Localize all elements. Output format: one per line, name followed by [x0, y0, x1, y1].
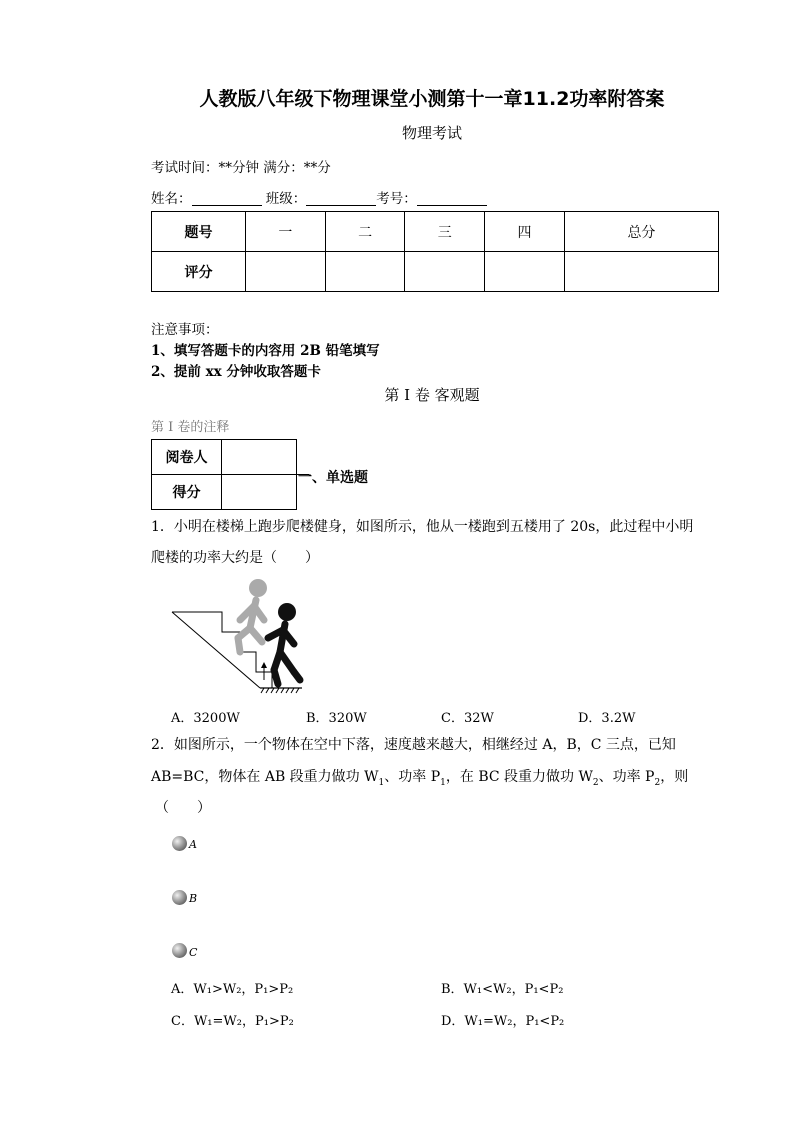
q2-option-b: B．W₁<W₂，P₁<P₂ [441, 982, 564, 997]
score-table [151, 211, 719, 292]
reviewer-cell [222, 440, 297, 475]
score-table-cell: 一 [246, 212, 326, 252]
notes-heading: 注意事项： [151, 322, 219, 338]
q2-option-d: D．W₁=W₂，P₁<P₂ [441, 1014, 565, 1029]
q2-text: 、功率 P [384, 769, 441, 785]
q2-line-3: （ ） [155, 800, 211, 816]
q2-line-1: 2．如图所示，一个物体在空中下落，速度越来越大，相继经过 A，B，C 三点，已知 [151, 737, 676, 753]
part-title: 一、单选题 [298, 470, 368, 486]
q2-line-2 [151, 762, 688, 799]
name-label: 姓名： [151, 191, 192, 207]
q1-line-2: 爬楼的功率大约是（ ） [151, 550, 319, 566]
number-label: 考号： [376, 191, 417, 207]
score-table-cell: 评分 [152, 252, 246, 292]
q1-option-a: A．3200W [171, 711, 240, 726]
q2-subscript: 1 [378, 777, 385, 788]
score-table-cell [325, 252, 405, 292]
q2-subscript: 1 [440, 777, 446, 788]
score-table-cell: 总分 [564, 212, 718, 252]
number-blank [417, 191, 487, 206]
notes-item-1: 1、填写答题卡的内容用 2B 铅笔填写 [151, 343, 380, 359]
q2-text: AB=BC，物体在 AB 段重力做功 W [151, 769, 379, 785]
q1-option-d: D．3.2W [578, 711, 636, 726]
score-table-score-row [152, 252, 719, 292]
score-table-cell [246, 252, 326, 292]
name-blank [192, 191, 262, 206]
q2-option-a: A．W₁>W₂，P₁>P₂ [171, 982, 294, 997]
score-table-cell: 题号 [152, 212, 246, 252]
score-label: 得分 [152, 475, 222, 510]
q2-text: ，在 BC 段重力做功 W [445, 769, 593, 785]
score-table-cell: 四 [485, 212, 565, 252]
score-table-header-row [152, 212, 719, 252]
document-subtitle: 物理考试 [401, 124, 462, 142]
score-table-cell [405, 252, 485, 292]
stairs-runner-figure [168, 576, 308, 698]
q2-subscript: 2 [654, 777, 661, 788]
score-cell [222, 475, 297, 510]
q1-line-1: 1．小明在楼梯上跑步爬楼健身，如图所示，他从一楼跑到五楼用了 20s，此过程中小明 [151, 519, 694, 535]
point-c-label: C [189, 946, 198, 959]
q1-option-b: B．320W [306, 711, 367, 726]
student-info-line [151, 187, 487, 207]
document-title: 人教版八年级下物理课堂小测第十一章11.2功率附答案 [199, 88, 665, 110]
score-table-cell [485, 252, 565, 292]
q1-option-c: C．32W [441, 711, 494, 726]
point-a-label: A [189, 838, 197, 851]
score-table-cell: 三 [405, 212, 485, 252]
notes-item-2: 2、提前 xx 分钟收取答题卡 [151, 364, 321, 380]
q2-text: ，则 [660, 769, 689, 785]
q2-option-c: C．W₁=W₂，P₁>P₂ [171, 1014, 294, 1029]
class-blank [306, 191, 376, 206]
ball-b-icon [172, 890, 187, 905]
score-table-cell [564, 252, 718, 292]
class-label: 班级： [265, 191, 307, 207]
point-b-label: B [189, 892, 198, 905]
reviewer-table [151, 439, 297, 510]
ball-a-icon [172, 836, 187, 851]
ball-c-icon [172, 943, 187, 958]
q2-text: 、功率 P [598, 769, 655, 785]
exam-info: 考试时间：**分钟 满分：**分 [151, 160, 331, 176]
section-note: 第 I 卷的注释 [151, 420, 230, 435]
q2-subscript: 2 [592, 777, 599, 788]
section-title: 第 I 卷 客观题 [384, 386, 480, 404]
score-table-cell: 二 [325, 212, 405, 252]
reviewer-label: 阅卷人 [152, 440, 222, 475]
